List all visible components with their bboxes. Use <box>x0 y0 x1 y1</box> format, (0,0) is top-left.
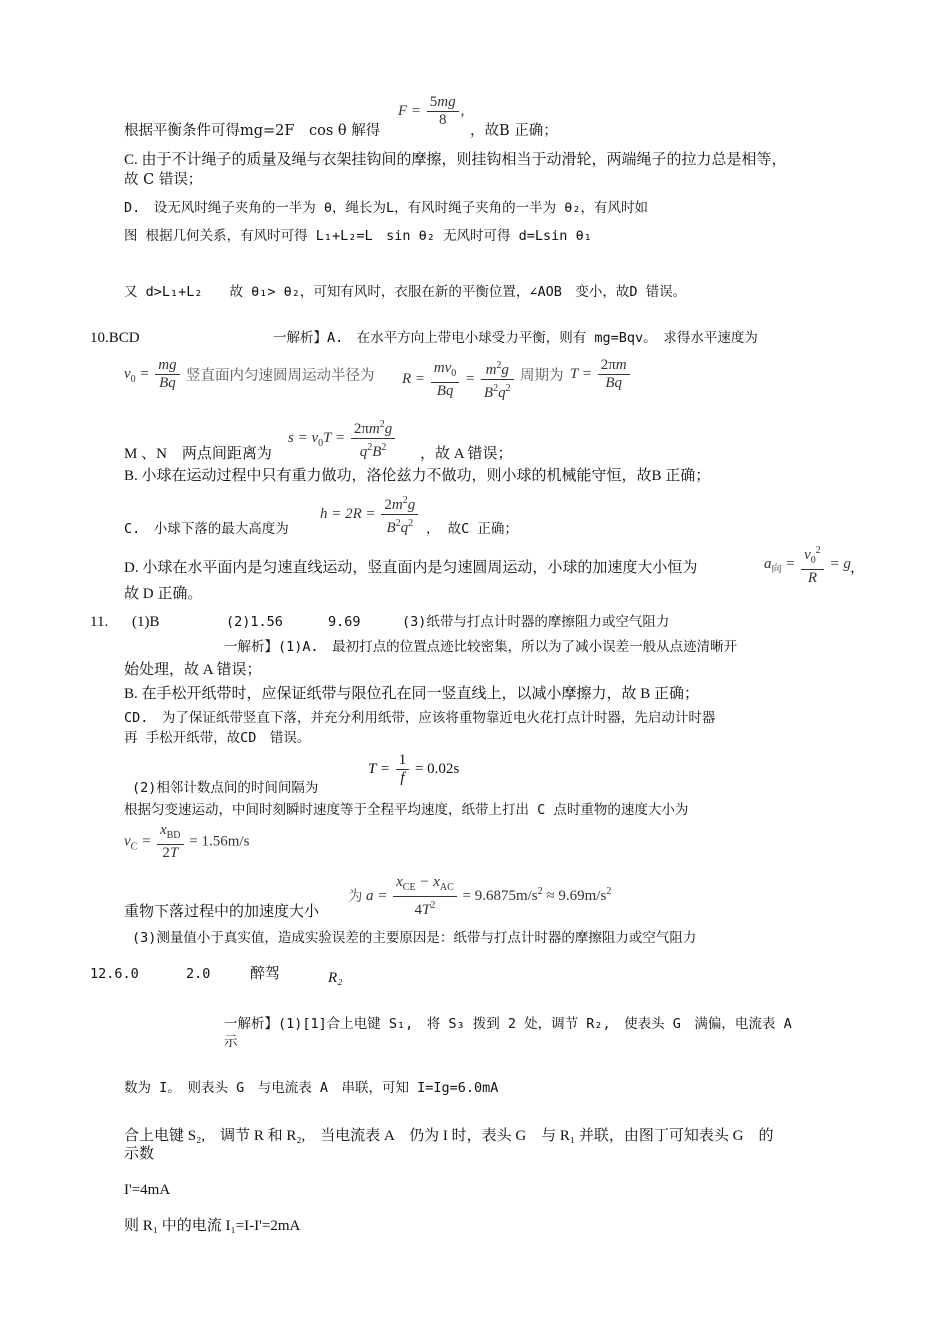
formula-f-5mg-8: F = $\frac{5mg}{8}$ , <box>398 94 465 128</box>
b12-number: 12.6.0 <box>90 966 139 982</box>
b11-line7: 根据匀变速运动，中间时刻瞬时速度等于全程平均速度，纸带上打出 C 点时重物的速度大小为 <box>124 802 689 818</box>
b10-d-tail: ， <box>850 560 866 576</box>
b10-mn-tail: ，故 A 错误； <box>420 446 513 462</box>
b11-line8-pre: 为 <box>348 889 363 905</box>
b11-ans2: (2)1.56 <box>226 614 283 630</box>
b12-head: 一解析】(1)[1]合上电键 S₁, 将 S₃ 拨到 2 处，调节 R₂, 使表头 G 满偏，电流表 A <box>224 1016 792 1032</box>
b11-head: 一解析】(1)A. 最初打点的位置点迹比较密集，所以为了减小误差一般从点迹清晰开 <box>224 639 738 655</box>
b11-line5: 再 手松开纸带，故CD 错误。 <box>124 730 311 746</box>
b9-line1: 根据平衡条件可得mg=2F cos θ 解得 <box>124 123 381 139</box>
formula-h: h = 2R = $\frac{2m^2g}{B^2q^2}$ <box>320 492 420 537</box>
b10-mn-label: M 、N 两点间距离为 <box>124 446 272 462</box>
b9-line3: 故 C 错误； <box>124 172 203 188</box>
b11-line9: (3)测量值小于真实值，造成实验误差的主要原因是：纸带与打点计时器的摩擦阻力或空气阻力 <box>132 930 697 946</box>
b10-c-label: C. 小球下落的最大高度为 <box>124 521 289 537</box>
b10-c-tail: ， 故C 正确； <box>426 521 518 537</box>
b12-line2: 数为 I。 则表头 G 与电流表 A 串联，可知 I=Ig=6.0mA <box>124 1080 499 1096</box>
formula-period: T = $\frac{2\pi m}{Bq}$ <box>570 357 632 392</box>
b10-number: 10.BCD <box>90 330 140 346</box>
b12-line6: 则 R₁ 中的电流 I₁=I-I'=2mA <box>124 1218 301 1234</box>
formula-radius: R = $\frac{mv_0}{Bq}$ = $\frac{m^2g}{B^2q^2}$ <box>402 357 516 402</box>
b12-head2: 示 <box>224 1034 238 1050</box>
b10-b-line: B. 小球在运动过程中只有重力做功，洛伦兹力不做功，则小球的机械能守恒，故B 正确； <box>124 468 711 484</box>
b12-ans3: 醉驾 <box>250 966 281 982</box>
b11-number: 11. <box>90 614 109 630</box>
b10-d-line: D. 小球在水平面内是匀速直线运动，竖直面内是匀速圆周运动，小球的加速度大小恒为 <box>124 560 698 576</box>
formula-a: a = $\frac{x_{CE} - x_{AC}}{4T^2}$ = $9.6875m/s^2 \approx 9.69m/s^2$ <box>366 874 612 918</box>
b11-ans4: (3)纸带与打点计时器的摩擦阻力或空气阻力 <box>402 614 670 630</box>
b11-line2: 始处理，故 A 错误； <box>124 662 262 678</box>
b9-line6: 又 d>L₁+L₂ 故 θ₁> θ₂，可知有风时，衣服在新的平衡位置，∠AOB 变小，故D 错误。 <box>124 284 687 300</box>
b9-line5: 图 根据几何关系，有风时可得 L₁+L₂=L sin θ₂ 无风时可得 d=Lsin θ₁ <box>124 228 592 244</box>
b12-ans4: R₂ <box>328 970 343 986</box>
b10-d-line2: 故 D 正确。 <box>124 586 203 602</box>
b12-line5: I'=4mA <box>124 1182 171 1198</box>
formula-T: T = $\frac{1}{f}$ = 0.02s <box>368 752 460 786</box>
b9-line4: D. 设无风时绳子夹角的一半为 θ，绳长为L，有风时绳子夹角的一半为 θ₂，有风时如 <box>124 200 649 216</box>
b11-line8: 重物下落过程中的加速度大小 <box>124 904 320 920</box>
b11-ans1: (1)B <box>132 614 160 630</box>
b12-ans2: 2.0 <box>186 966 211 982</box>
b9-line1-tail: ，故B 正确； <box>470 123 558 139</box>
b10-mid-text1: 竖直面内匀速圆周运动半径为 <box>186 368 375 384</box>
b10-head: 一解析】A. 在水平方向上带电小球受力平衡，则有 mg=Bqv。 求得水平速度为 <box>273 330 758 346</box>
b12-line4: 示数 <box>124 1146 155 1162</box>
b11-line3: B. 在手松开纸带时，应保证纸带与限位孔在同一竖直线上，以减小摩擦力，故 B 正确； <box>124 686 700 702</box>
b10-mid-text2: 周期为 <box>520 368 564 384</box>
b11-ans3: 9.69 <box>328 614 361 630</box>
b11-line4: CD. 为了保证纸带竖直下落，并充分利用纸带，应该将重物靠近电火花打点计时器，先启动计时器 <box>124 710 716 726</box>
b11-line6: (2)相邻计数点间的时间间隔为 <box>132 780 319 796</box>
formula-acceleration: $a_向$ = $\frac{v_0^2}{R}$ = g <box>764 542 851 587</box>
formula-v0: $v_0$ = $\frac{mg}{Bq}$ <box>124 357 182 392</box>
formula-vc: $v_C$ = $\frac{x_{BD}}{2T}$ = 1.56m/s <box>124 822 250 861</box>
formula-s: $s = v_0T$ = $\frac{2\pi m^2g}{q^2B^2}$ <box>288 416 397 461</box>
b12-line3: 合上电键 S₂, 调节 R 和 R₂, 当电流表 A 仍为 I 时，表头 G 与 R₁ 并联，由图丁可知表头 G 的 <box>124 1128 774 1144</box>
b9-line2: C. 由于不计绳子的质量及绳与衣架挂钩间的摩擦，则挂钩相当于动滑轮，两端绳子的拉力总是相等， <box>124 152 787 168</box>
